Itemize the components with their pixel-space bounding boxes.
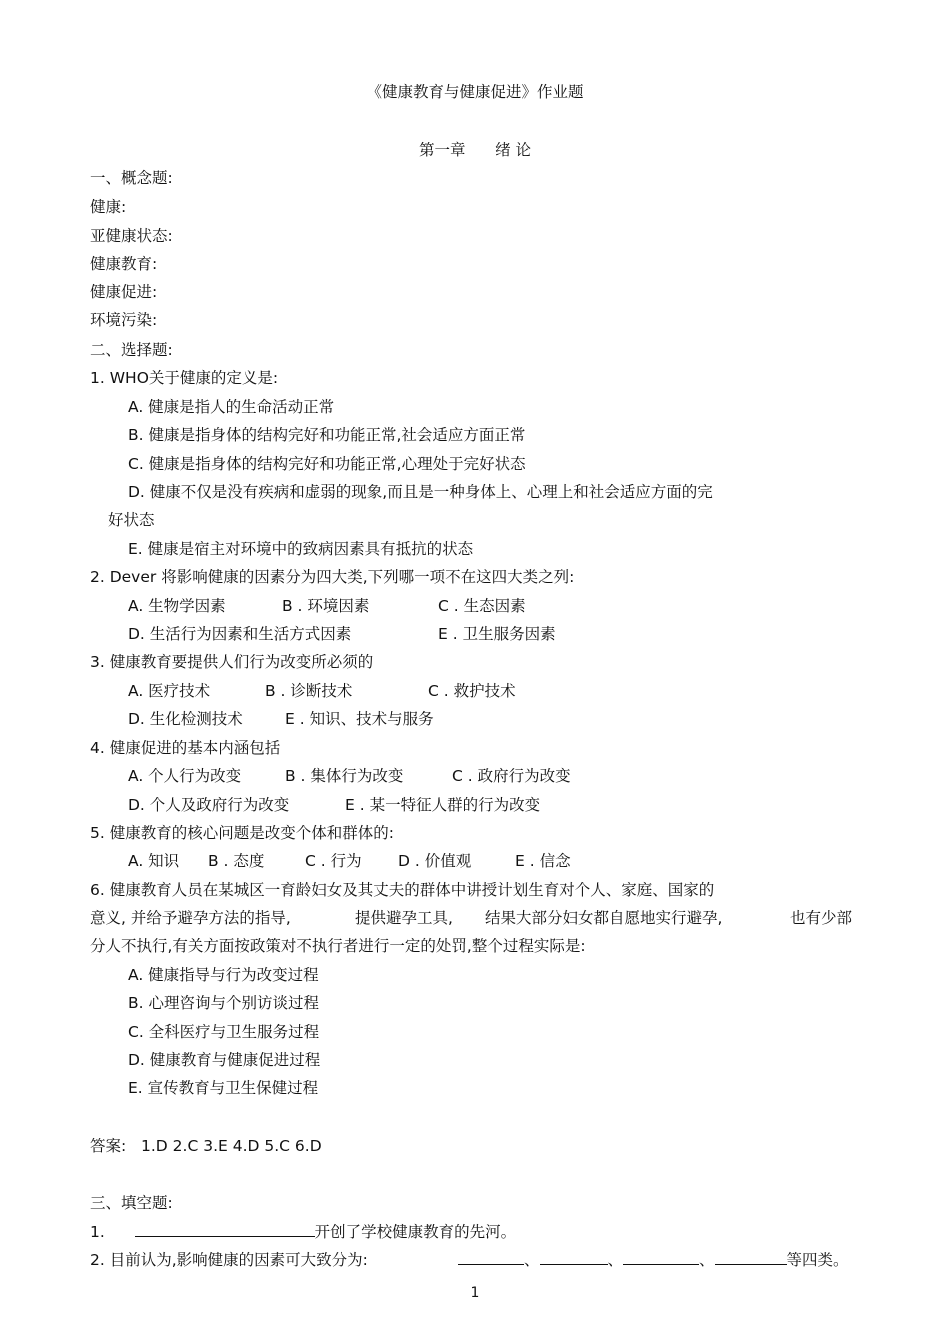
- question-stem: 5. 健康教育的核心问题是改变个体和群体的:: [90, 824, 394, 842]
- separator: 、: [607, 1251, 624, 1269]
- option: C . 行为: [305, 852, 362, 870]
- answer-key: [90, 1136, 322, 1156]
- option: A. 生物学因素: [128, 597, 226, 615]
- option: A. 医疗技术: [128, 682, 211, 700]
- question-stem-part: 意义, 并给予避孕方法的指导,: [90, 909, 291, 927]
- chapter-heading: [0, 140, 950, 160]
- option: C . 政府行为改变: [452, 767, 571, 785]
- question-stem: 2. Dever 将影响健康的因素分为四大类,下列哪一项不在这四大类之列:: [90, 568, 575, 586]
- question-stem-part: 结果大部分妇女都自愿地实行避孕,: [485, 909, 723, 927]
- option: B . 集体行为改变: [285, 767, 404, 785]
- option: E. 宣传教育与卫生保健过程: [128, 1079, 319, 1097]
- concept-term: 健康教育:: [90, 255, 158, 273]
- option: A. 健康指导与行为改变过程: [128, 966, 319, 984]
- fill-question-stem: 2. 目前认为,影响健康的因素可大致分为:: [90, 1251, 368, 1269]
- option: E . 某一特征人群的行为改变: [345, 796, 541, 814]
- section-heading-choice: 二、选择题:: [90, 341, 173, 359]
- option: E. 健康是宿主对环境中的致病因素具有抵抗的状态: [128, 540, 474, 558]
- option: C . 救护技术: [428, 682, 516, 700]
- answer-blank[interactable]: [540, 1250, 608, 1265]
- fill-question-text: 开创了学校健康教育的先河。: [314, 1223, 517, 1241]
- option: B . 环境因素: [282, 597, 370, 615]
- option: C. 全科医疗与卫生服务过程: [128, 1023, 320, 1041]
- question-stem: 分人不执行,有关方面按政策对不执行者进行一定的处罚,整个过程实际是:: [90, 937, 586, 955]
- fill-blanks-row: [458, 1250, 849, 1270]
- option: B . 态度: [208, 852, 265, 870]
- option: C . 生态因素: [438, 597, 526, 615]
- option: D. 健康不仅是没有疾病和虚弱的现象,而且是一种身体上、心理上和社会适应方面的完: [128, 483, 713, 501]
- section-heading-fill: 三、填空题:: [90, 1194, 173, 1212]
- question-stem: 4. 健康促进的基本内涵包括: [90, 739, 281, 757]
- option: A. 个人行为改变: [128, 767, 242, 785]
- option: D. 生活行为因素和生活方式因素: [128, 625, 352, 643]
- option: E . 卫生服务因素: [438, 625, 556, 643]
- answer-blank[interactable]: [135, 1222, 315, 1237]
- section-heading-concepts: 一、概念题:: [90, 169, 173, 187]
- fill-question-tail: 等四类。: [786, 1251, 849, 1269]
- option: E . 信念: [515, 852, 571, 870]
- option: B . 诊断技术: [265, 682, 353, 700]
- question-number: 1.: [90, 1223, 105, 1241]
- page-number: 1: [470, 1285, 480, 1301]
- answer-blank[interactable]: [623, 1250, 699, 1265]
- answer-values: 1.D 2.C 3.E 4.D 5.C 6.D: [141, 1137, 322, 1155]
- option: D. 个人及政府行为改变: [128, 796, 290, 814]
- answer-label: 答案:: [90, 1137, 127, 1155]
- option: B. 心理咨询与个别访谈过程: [128, 994, 319, 1012]
- option: B. 健康是指身体的结构完好和功能正常,社会适应方面正常: [128, 426, 526, 444]
- option: C. 健康是指身体的结构完好和功能正常,心理处于完好状态: [128, 455, 526, 473]
- question-stem: 3. 健康教育要提供人们行为改变所必须的: [90, 653, 374, 671]
- option: A. 知识: [128, 852, 180, 870]
- concept-term: 环境污染:: [90, 311, 158, 329]
- concept-term: 亚健康状态:: [90, 227, 173, 245]
- concept-term: 健康促进:: [90, 283, 158, 301]
- option: A. 健康是指人的生命活动正常: [128, 398, 335, 416]
- separator: 、: [699, 1251, 715, 1269]
- question-stem: 1. WHO关于健康的定义是:: [90, 369, 279, 387]
- option: D . 价值观: [398, 852, 472, 870]
- option: D. 生化检测技术: [128, 710, 243, 728]
- option: E . 知识、技术与服务: [285, 710, 434, 728]
- question-stem-part: 提供避孕工具,: [355, 909, 453, 927]
- question-stem: 6. 健康教育人员在某城区一育龄妇女及其丈夫的群体中讲授计划生育对个人、家庭、国家的: [90, 881, 715, 899]
- option-continuation: 好状态: [108, 511, 155, 529]
- answer-blank[interactable]: [715, 1250, 787, 1265]
- concept-term: 健康:: [90, 198, 127, 216]
- question-stem-part: 也有少部: [790, 909, 853, 927]
- chapter-name: 绪 论: [495, 141, 531, 159]
- option: D. 健康教育与健康促进过程: [128, 1051, 321, 1069]
- separator: 、: [524, 1251, 540, 1269]
- answer-blank[interactable]: [458, 1250, 524, 1265]
- chapter-label: 第一章: [418, 141, 466, 159]
- document-title: 《健康教育与健康促进》作业题: [366, 83, 584, 101]
- fill-question: [90, 1222, 516, 1242]
